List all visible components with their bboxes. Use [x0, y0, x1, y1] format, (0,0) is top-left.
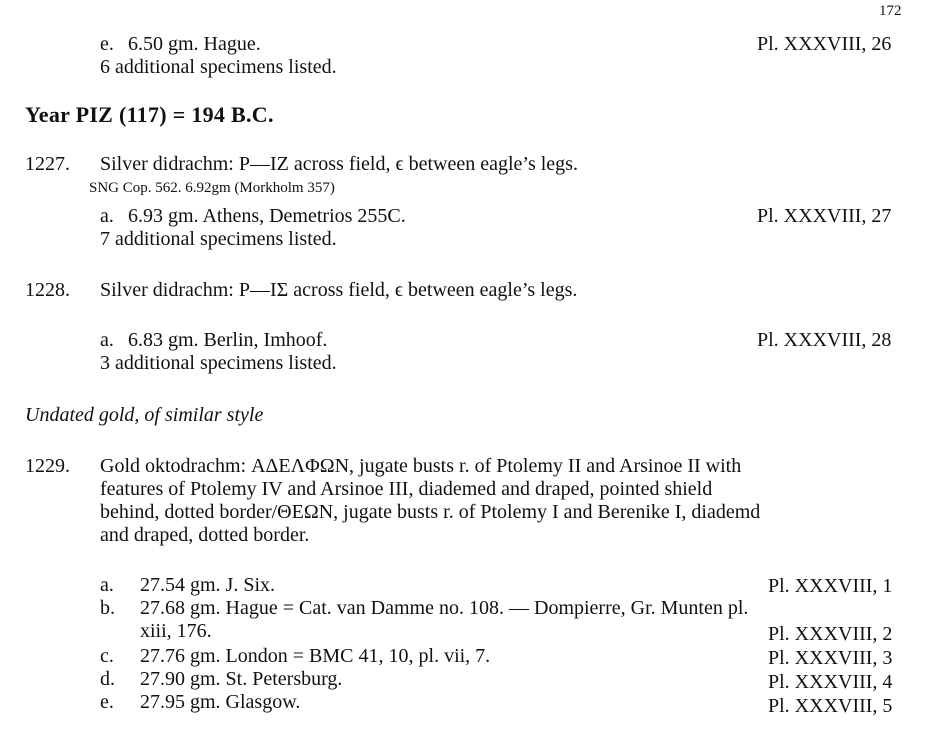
plate-reference: Pl. XXXVIII, 28 — [757, 329, 892, 351]
year-heading: Year PIZ (117) = 194 B.C. — [25, 102, 274, 127]
item-label: e. — [100, 33, 114, 55]
item-text: 27.54 gm. J. Six. — [140, 574, 276, 596]
item-label: b. — [100, 597, 115, 619]
plate-reference: Pl. XXXVIII, 4 — [768, 671, 893, 693]
plate-reference: Pl. XXXVIII, 27 — [757, 205, 892, 227]
item-text: 27.76 gm. London = BMC 41, 10, pl. vii, 7. — [140, 645, 491, 667]
item-text: 27.95 gm. Glasgow. — [140, 691, 301, 713]
item-label: a. — [100, 329, 114, 351]
plate-reference: Pl. XXXVIII, 2 — [768, 623, 893, 645]
item-label: a. — [100, 574, 114, 596]
entry-description-line: features of Ptolemy IV and Arsinoe III, diademed and draped, pointed shield — [100, 478, 713, 500]
additional-specimens: 6 additional specimens listed. — [100, 56, 337, 78]
section-heading: Undated gold, of similar style — [25, 404, 264, 426]
item-label: a. — [100, 205, 114, 227]
entry-number: 1227. — [25, 153, 70, 175]
item-text: 27.68 gm. Hague = Cat. van Damme no. 108. — Dompierre, Gr. Munten pl. — [140, 597, 749, 619]
entry-description: Silver didrachm: P—IZ across field, ϵ between eagle’s legs. — [100, 153, 578, 175]
additional-specimens: 7 additional specimens listed. — [100, 228, 337, 250]
page-number: 172 — [879, 3, 902, 19]
entry-number: 1229. — [25, 455, 70, 477]
entry-description-line: Gold oktodrachm: ΑΔΕΛΦΩΝ, jugate busts r. of Ptolemy II and Arsinoe II with — [100, 455, 742, 477]
entry-description: Silver didrachm: P—IΣ across field, ϵ between eagle’s legs. — [100, 279, 578, 301]
item-text: 27.90 gm. St. Petersburg. — [140, 668, 343, 690]
entry-description-line: and draped, dotted border. — [100, 524, 310, 546]
plate-reference: Pl. XXXVIII, 1 — [768, 575, 893, 597]
entry-description-line: behind, dotted border/ΘΕΩΝ, jugate busts r. of Ptolemy I and Berenike I, diademd — [100, 501, 761, 523]
item-text: 6.93 gm. Athens, Demetrios 255C. — [128, 205, 406, 227]
item-text: 6.50 gm. Hague. — [128, 33, 261, 55]
entry-number: 1228. — [25, 279, 70, 301]
plate-reference: Pl. XXXVIII, 3 — [768, 647, 893, 669]
plate-reference: Pl. XXXVIII, 5 — [768, 695, 893, 717]
entry-reference: SNG Cop. 562. 6.92gm (Morkholm 357) — [89, 180, 335, 196]
plate-reference: Pl. XXXVIII, 26 — [757, 33, 892, 55]
additional-specimens: 3 additional specimens listed. — [100, 352, 337, 374]
item-text-continuation: xiii, 176. — [140, 620, 212, 642]
item-text: 6.83 gm. Berlin, Imhoof. — [128, 329, 328, 351]
item-label: e. — [100, 691, 114, 713]
item-label: d. — [100, 668, 115, 690]
item-label: c. — [100, 645, 114, 667]
